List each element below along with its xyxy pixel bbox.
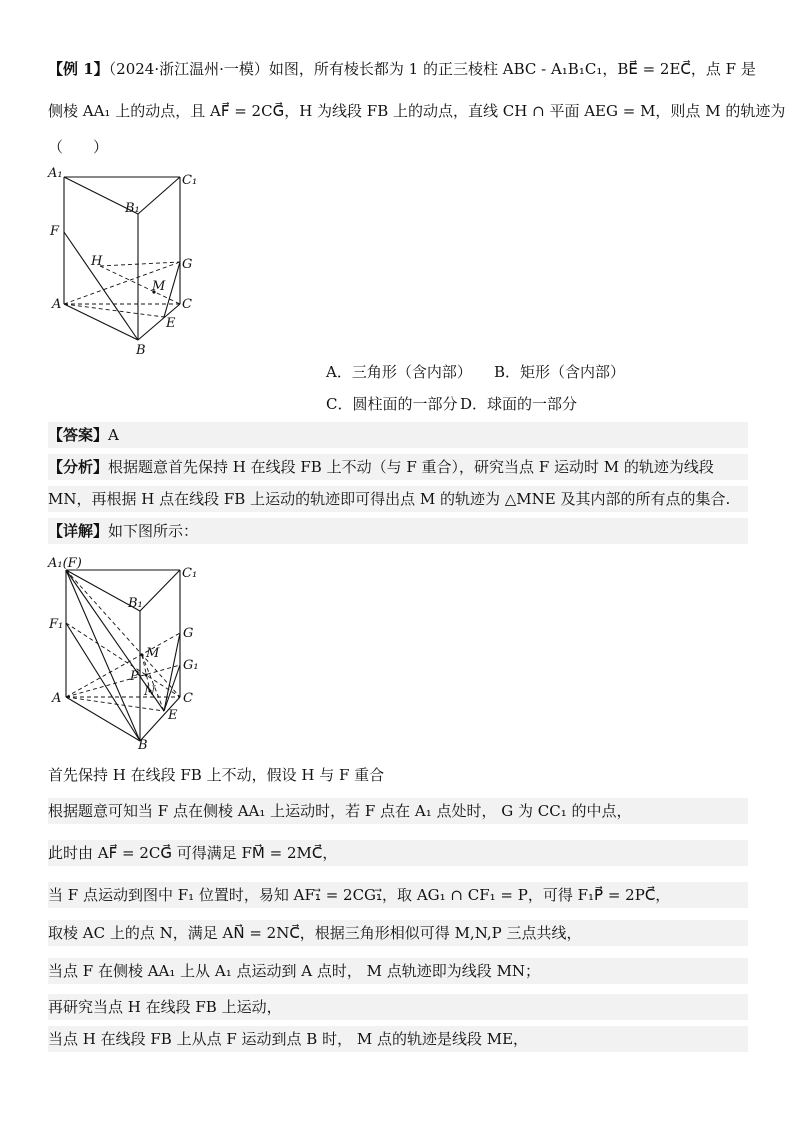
label-F: F [50,224,60,239]
label-N: N [144,684,156,699]
label-C: C [182,297,192,312]
solution-line-4 [48,882,748,908]
problem-text-2: 侧棱 AA₁ 上的动点，且 AF⃗ = 2CG⃗，H 为线段 FB 上的动点，直线 CH ∩ 平面 AEG = M，则点 M 的轨迹为 [48,102,786,120]
label-B1-fig2: B₁ [128,596,143,611]
label-A1F: A₁(F) [48,556,82,571]
label-B1: B₁ [125,201,140,216]
label-P: P [130,669,139,684]
solution-line-2 [48,798,748,824]
example-tag: 【例 1】 [48,60,109,78]
answer-tag: 【答案】 [48,426,109,444]
analysis-text-2: MN，再根据 H 点在线段 FB 上运动的轨迹即可得出点 M 的轨迹为 △MNE 及其内部的所有点的集合. [48,490,731,508]
label-M: M [152,279,166,294]
solution-line-8 [48,1026,748,1052]
analysis-line-1 [48,454,748,480]
label-E: E [166,316,176,331]
solution-line-6 [48,958,748,984]
label-C-fig2: C [183,691,193,706]
option-d[interactable]: D．球面的一部分 [460,395,578,413]
label-A1: A₁ [48,166,63,181]
label-M-fig2: M [146,646,160,661]
prism-figure-2 [46,553,202,751]
solution-text-3: 此时由 AF⃗ = 2CG⃗ 可得满足 FM⃗ = 2MC⃗， [48,844,338,862]
solution-line-5 [48,920,748,946]
bracket-text: （ ） [48,138,109,156]
problem-text-1: 如图，所有棱长都为 1 的正三棱柱 ABC - A₁B₁C₁，BE⃗ = 2EC⃗，点 F 是 [268,60,756,78]
problem-line-2 [48,98,786,124]
detail-line [48,518,748,544]
solution-line-7 [48,994,748,1020]
analysis-text-1: 根据题意首先保持 H 在线段 FB 上不动（与 F 重合），研究当点 F 运动时 M 的轨迹为线段 [108,458,714,476]
example-source: （2024·浙江温州·一模） [108,60,269,78]
label-B-fig2: B [138,738,148,751]
solution-line-1 [48,762,748,788]
solution-text-2: 根据题意可知当 F 点在侧棱 AA₁ 上运动时，若 F 点在 A₁ 点处时， G 为 CC₁ 的中点， [48,802,632,820]
label-G1: G₁ [183,658,199,673]
analysis-tag: 【分析】 [48,458,109,476]
solution-text-7: 再研究当点 H 在线段 FB 上运动， [48,998,282,1016]
solution-line-3 [48,840,748,866]
problem-line-1 [48,56,756,82]
solution-text-6: 当点 F 在侧棱 AA₁ 上从 A₁ 点运动到 A 点时， M 点轨迹即为线段 MN； [48,962,541,980]
solution-text-1: 首先保持 H 在线段 FB 上不动，假设 H 与 F 重合 [48,766,385,784]
answer-value: A [108,426,119,444]
label-F1: F₁ [49,617,64,632]
option-b[interactable]: B．矩形（含内部） [494,363,626,381]
detail-tag: 【详解】 [48,522,109,540]
option-a[interactable]: A．三角形（含内部） [326,363,472,381]
label-B: B [136,343,146,358]
option-c[interactable]: C．圆柱面的一部分 [326,395,458,413]
label-C1: C₁ [182,173,198,188]
solution-text-5: 取棱 AC 上的点 N，满足 AN⃗ = 2NC⃗，根据三角形相似可得 M,N,P 三点共线， [48,924,582,942]
detail-text: 如下图所示： [108,522,199,540]
solution-text-4: 当 F 点运动到图中 F₁ 位置时，易知 AF₁⃗ = 2CG₁⃗，取 AG₁ ∩ CF₁ = P，可得 F₁P⃗ = 2PC⃗， [48,886,671,904]
label-H: H [91,254,103,269]
label-C1-fig2: C₁ [182,566,198,581]
answer-bracket [48,134,748,160]
label-G-fig2: G [183,626,194,641]
analysis-line-2 [48,486,748,512]
prism-figure-1 [42,162,212,362]
label-G: G [182,257,193,272]
label-A-fig2: A [52,691,62,706]
solution-text-8: 当点 H 在线段 FB 上从点 F 运动到点 B 时， M 点的轨迹是线段 ME， [48,1030,529,1048]
label-A: A [52,297,62,312]
answer-line [48,422,748,448]
label-E-fig2: E [168,708,178,723]
